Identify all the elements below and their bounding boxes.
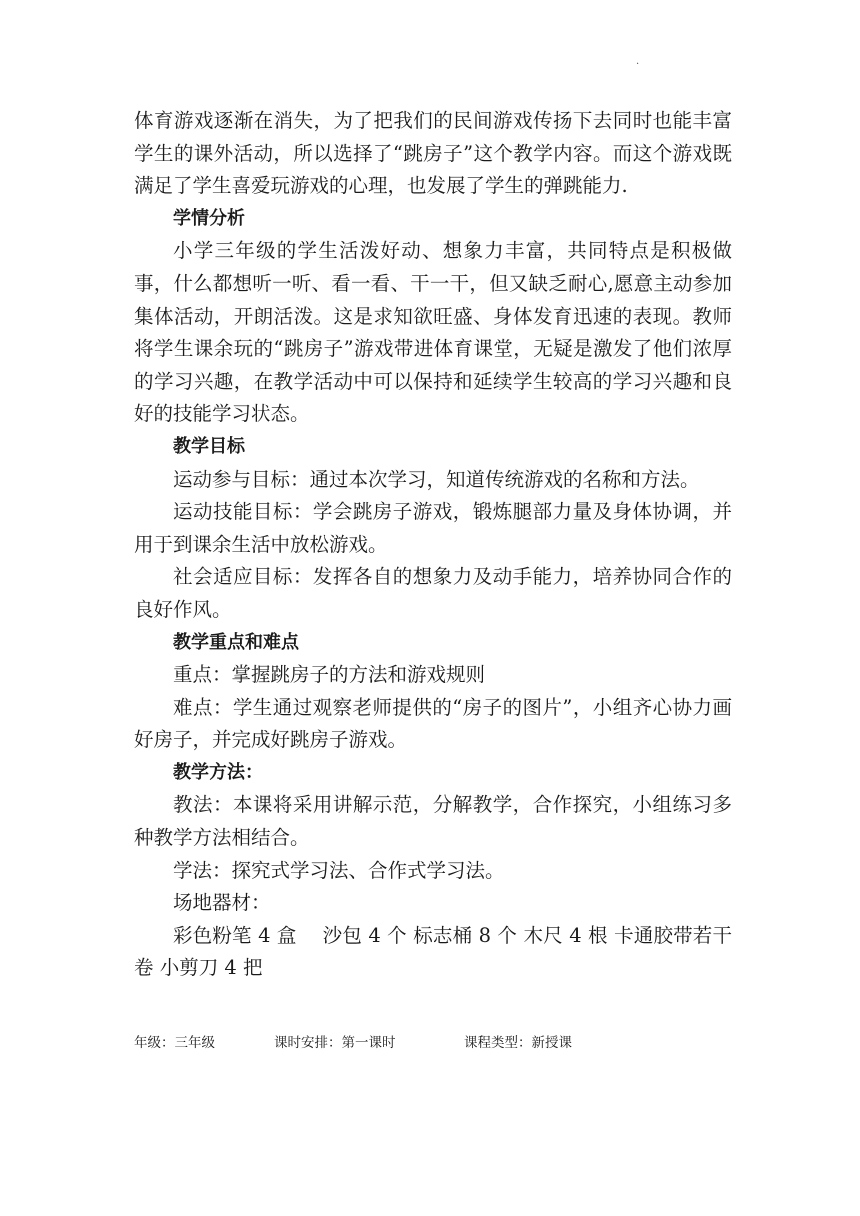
equipment-list: 彩色粉笔 4 盒 沙包 4 个 标志桶 8 个 木尺 4 根 卡通胶带若干卷 小剪刀 4 把 xyxy=(134,923,732,980)
key-point-focus: 重点：掌握跳房子的方法和游戏规则 xyxy=(173,663,486,687)
heading-student-analysis: 学情分析 xyxy=(173,207,245,229)
method-learning: 学法：探究式学习法、合作式学习法。 xyxy=(173,858,505,882)
method-teaching: 教法：本课将采用讲解示范，分解教学，合作探究，小组练习多种教学方法相结合。 xyxy=(134,793,732,850)
course-info-footer xyxy=(134,1033,572,1053)
footer-grade: 年级：三年级 xyxy=(134,1035,215,1051)
footer-schedule: 课时安排：第一课时 xyxy=(274,1035,396,1051)
objective-social: 社会适应目标：发挥各自的想象力及动手能力，培养协同合作的良好作风。 xyxy=(134,565,732,621)
page-marker: . xyxy=(636,56,640,67)
student-analysis-paragraph: 小学三年级的学生活泼好动、想象力丰富，共同特点是积极做事，什么都想听一听、看一看、干一干，但又缺乏耐心,愿意主动参加集体活动，开朗活泼。这是求知欲旺盛、身体发育迅速的表现。教师将学生课余玩的“跳房子”游戏带进体育课堂，无疑是激发了他们浓厚的学习兴趣，在教学活动中可以保持和延续学生较高的学习兴趣和良好的技能学习状态。 xyxy=(134,239,732,426)
objective-skill: 运动技能目标：学会跳房子游戏，锻炼腿部力量及身体协调，并用于到课余生活中放松游戏。 xyxy=(134,500,732,556)
document-body xyxy=(134,105,732,985)
heading-methods: 教学方法： xyxy=(173,761,263,783)
equipment-label: 场地器材： xyxy=(173,891,271,915)
objective-participation: 运动参与目标：通过本次学习，知道传统游戏的名称和方法。 xyxy=(173,467,700,491)
footer-course-type: 课程类型：新授课 xyxy=(464,1035,572,1051)
heading-key-points: 教学重点和难点 xyxy=(173,631,299,653)
intro-paragraph: 体育游戏逐渐在消失，为了把我们的民间游戏传扬下去同时也能丰富学生的课外活动，所以选择了“跳房子”这个教学内容。而这个游戏既满足了学生喜爱玩游戏的心理，也发展了学生的弹跳能力. xyxy=(134,109,732,198)
key-point-difficulty: 难点：学生通过观察老师提供的“房子的图片”，小组齐心协力画好房子，并完成好跳房子游戏。 xyxy=(134,695,732,752)
heading-objectives: 教学目标 xyxy=(173,435,245,457)
